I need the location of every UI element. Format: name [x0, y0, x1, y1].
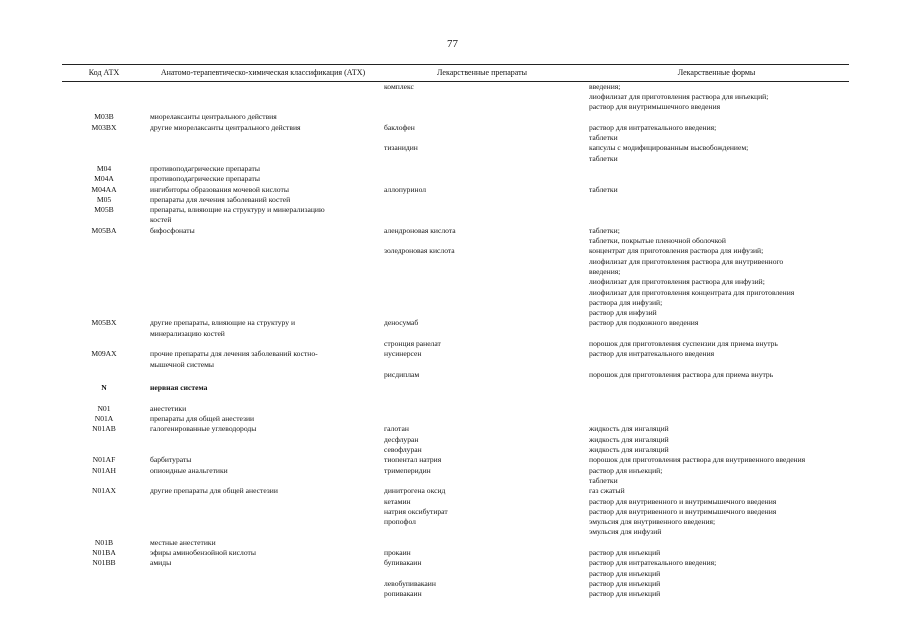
dosage-form-cell: раствор для инъекций — [589, 568, 661, 578]
dosage-form-cell: лиофилизат для приготовления раствора для внутривенного — [589, 256, 784, 266]
atx-code-cell: M05BA — [91, 225, 117, 235]
table-row — [0, 288, 905, 298]
atx-code-cell: M05B — [94, 205, 114, 215]
dosage-form-cell: раствор для интратекального введения; — [589, 122, 717, 132]
atx-code-cell: N01AF — [92, 455, 116, 465]
drug-cell: тизанидин — [384, 143, 418, 153]
table-row — [0, 558, 905, 568]
table-row — [0, 466, 905, 476]
classification-cell: миорелаксанты центрального действия — [150, 112, 277, 122]
dosage-form-cell: раствор для интратекального введения — [589, 349, 715, 359]
table-row — [0, 517, 905, 527]
table-row — [0, 329, 905, 339]
dosage-form-cell: введения; — [589, 266, 621, 276]
table-row — [0, 143, 905, 153]
atx-code-cell: N01B — [94, 537, 114, 547]
atx-code-cell: M03B — [94, 112, 114, 122]
table-row — [0, 133, 905, 143]
dosage-form-cell: жидкость для ингаляций — [589, 434, 669, 444]
dosage-form-cell: раствор для внутривенного и внутримышечного введения — [589, 496, 777, 506]
classification-cell: костей — [150, 215, 172, 225]
header-atx-code: Код АТХ — [88, 68, 120, 77]
atx-code-cell: N01A — [94, 414, 114, 424]
dosage-form-cell: эмульсия для внутривенного введения; — [589, 517, 716, 527]
dosage-form-cell: таблетки — [589, 184, 618, 194]
drug-cell: алендроновая кислота — [384, 225, 456, 235]
table-row — [0, 257, 905, 267]
classification-cell: опиоидные анальгетики — [150, 465, 228, 475]
atx-code-cell: M04 — [96, 163, 112, 173]
atx-code-cell: M03BX — [91, 122, 117, 132]
table-row — [0, 527, 905, 537]
drug-cell: севофлуран — [384, 445, 422, 454]
drug-cell: прокаин — [384, 548, 411, 557]
table-row — [0, 277, 905, 287]
atx-code-cell: N01AB — [92, 424, 116, 434]
dosage-form-cell: раствор для инъекций — [589, 578, 661, 588]
dosage-form-cell: раствор для инъекций — [589, 589, 661, 599]
dosage-form-cell: таблетки; — [589, 225, 620, 235]
atx-code-cell: M05BX — [91, 318, 117, 328]
classification-cell: бифосфонаты — [150, 225, 195, 235]
dosage-form-cell: лиофилизат для приготовления раствора для инъекций; — [589, 91, 769, 101]
table-row — [0, 476, 905, 486]
table-row — [0, 195, 905, 205]
classification-cell: препараты для общей анестезии — [150, 414, 255, 424]
dosage-form-cell: порошок для приготовления суспензии для приема внутрь — [589, 339, 778, 348]
table-row — [0, 383, 905, 393]
atx-code-cell: M04AA — [91, 184, 117, 194]
dosage-form-cell: раствор для инфузий — [589, 308, 657, 318]
table-row — [0, 579, 905, 589]
atx-code-cell: M09AX — [91, 349, 117, 359]
dosage-form-cell: эмульсия для инфузий — [589, 527, 662, 537]
classification-cell: минерализацию костей — [150, 328, 225, 338]
drug-cell: деносумаб — [384, 318, 419, 328]
table-row — [0, 548, 905, 558]
drug-cell: золедроновая кислота — [384, 246, 455, 256]
table-row — [0, 404, 905, 414]
table-row — [0, 308, 905, 318]
classification-cell: другие препараты, влияющие на структуру и — [150, 318, 296, 328]
dosage-form-cell: таблетки, покрытые пленочной оболочкой — [589, 236, 726, 245]
drug-cell: десфлуран — [384, 434, 419, 444]
atx-code-cell: N01AH — [91, 465, 117, 475]
table-row — [0, 424, 905, 434]
dosage-form-cell: жидкость для ингаляций — [589, 424, 669, 434]
table-row — [0, 82, 905, 92]
drug-cell: рисдиплам — [384, 369, 420, 379]
table-row — [0, 486, 905, 496]
drug-cell: аллопуринол — [384, 184, 427, 194]
drug-cell: тиопентал натрия — [384, 455, 442, 465]
drug-cell: натрия оксибутират — [384, 506, 448, 516]
dosage-form-cell: раствор для подкожного введения — [589, 318, 699, 328]
classification-cell: ингибиторы образования мочевой кислоты — [150, 184, 289, 194]
atx-code-cell: N01BB — [92, 558, 116, 568]
drug-cell: нусинерсен — [384, 349, 422, 359]
table-row — [0, 246, 905, 256]
classification-cell: галогенированные углеводороды — [150, 424, 257, 434]
drug-cell: стронция ранелат — [384, 339, 441, 348]
table-row — [0, 589, 905, 599]
table-row — [0, 215, 905, 225]
dosage-form-cell: раствор для внутримышечного введения — [589, 102, 721, 112]
dosage-form-cell: раствор для интратекального введения; — [589, 558, 717, 568]
table-row — [0, 164, 905, 174]
classification-cell: эфиры аминобензойной кислоты — [150, 548, 256, 557]
dosage-form-cell: лиофилизат для приготовления концентрата для приготовления — [589, 287, 795, 297]
dosage-form-cell: раствор для инъекций — [589, 548, 661, 557]
table-row — [0, 226, 905, 236]
table-row — [0, 298, 905, 308]
table-row — [0, 394, 905, 404]
classification-cell: анестетики — [150, 403, 187, 413]
atx-code-cell: N01 — [97, 403, 111, 413]
drug-cell: левобупивакаин — [384, 578, 436, 588]
atx-code-cell: N01BA — [92, 548, 116, 557]
table-row — [0, 318, 905, 328]
table-row — [0, 538, 905, 548]
header-drugs: Лекарственные препараты — [437, 68, 527, 77]
dosage-form-cell: порошок для приготовления раствора для приема внутрь — [589, 369, 774, 379]
classification-cell: препараты для лечения заболеваний костей — [150, 194, 291, 204]
drug-cell: динитрогена оксид — [384, 486, 446, 496]
dosage-form-cell: капсулы с модифицированным высвобождением; — [589, 143, 749, 153]
classification-cell: барбитураты — [150, 455, 192, 465]
table-row — [0, 267, 905, 277]
drug-cell: галотан — [384, 424, 409, 434]
dosage-form-cell: раствор для инъекций; — [589, 465, 663, 475]
atx-code-cell: M04A — [94, 174, 114, 184]
table-row — [0, 102, 905, 112]
header-forms: Лекарственные формы — [677, 68, 756, 77]
table-row — [0, 236, 905, 246]
drug-cell: баклофен — [384, 122, 415, 132]
classification-cell: прочие препараты для лечения заболеваний костно- — [150, 349, 318, 359]
drug-cell: пропофол — [384, 517, 416, 527]
classification-cell: другие препараты для общей анестезии — [150, 486, 278, 496]
table-row — [0, 185, 905, 195]
dosage-form-cell: концентрат для приготовления раствора для инфузий; — [589, 246, 764, 256]
table-row — [0, 123, 905, 133]
atx-code-cell: N — [101, 383, 107, 393]
classification-cell: противоподагрические препараты — [150, 163, 260, 173]
atx-code-cell: N01AX — [91, 486, 117, 496]
classification-cell: нервная система — [150, 383, 208, 393]
drug-cell: бупивакаин — [384, 558, 422, 568]
table-row — [0, 360, 905, 370]
classification-cell: амиды — [150, 558, 172, 568]
drug-cell: ропивакаин — [384, 589, 422, 599]
dosage-form-cell: лиофилизат для приготовления раствора для инфузий; — [589, 277, 765, 287]
dosage-form-cell: раствора для инфузий; — [589, 297, 663, 307]
table-row — [0, 112, 905, 122]
header-classification: Анатомо-терапевтическо-химическая классификация (АТХ) — [160, 68, 366, 77]
drug-cell: комплекс — [384, 81, 414, 91]
dosage-form-cell: введения; — [589, 81, 621, 91]
page-number: 77 — [447, 38, 458, 50]
table-row — [0, 339, 905, 349]
classification-cell: другие миорелаксанты центрального действия — [150, 122, 301, 132]
dosage-form-cell: раствор для внутривенного и внутримышечного введения — [589, 506, 777, 516]
table-row — [0, 455, 905, 465]
table-row — [0, 370, 905, 380]
dosage-form-cell: таблетки — [589, 153, 618, 163]
table-row — [0, 507, 905, 517]
dosage-form-cell: таблетки — [589, 475, 618, 485]
atx-code-cell: M05 — [96, 194, 112, 204]
classification-cell: местные анестетики — [150, 537, 216, 547]
table-row — [0, 92, 905, 102]
drug-cell: кетамин — [384, 496, 411, 506]
classification-cell: противоподагрические препараты — [150, 174, 260, 184]
table-row — [0, 205, 905, 215]
table-row — [0, 349, 905, 359]
dosage-form-cell: жидкость для ингаляций — [589, 445, 669, 454]
table-row — [0, 435, 905, 445]
classification-cell: препараты, влияющие на структуру и минерализацию — [150, 205, 325, 215]
table-row — [0, 154, 905, 164]
table-row — [0, 174, 905, 184]
table-row — [0, 445, 905, 455]
classification-cell: мышечной системы — [150, 359, 214, 369]
table-row — [0, 414, 905, 424]
dosage-form-cell: таблетки — [589, 133, 618, 142]
table-row — [0, 497, 905, 507]
dosage-form-cell: газ сжатый — [589, 486, 625, 496]
drug-cell: тримеперидин — [384, 465, 431, 475]
dosage-form-cell: порошок для приготовления раствора для внутривенного введения — [589, 455, 806, 465]
table-row — [0, 569, 905, 579]
